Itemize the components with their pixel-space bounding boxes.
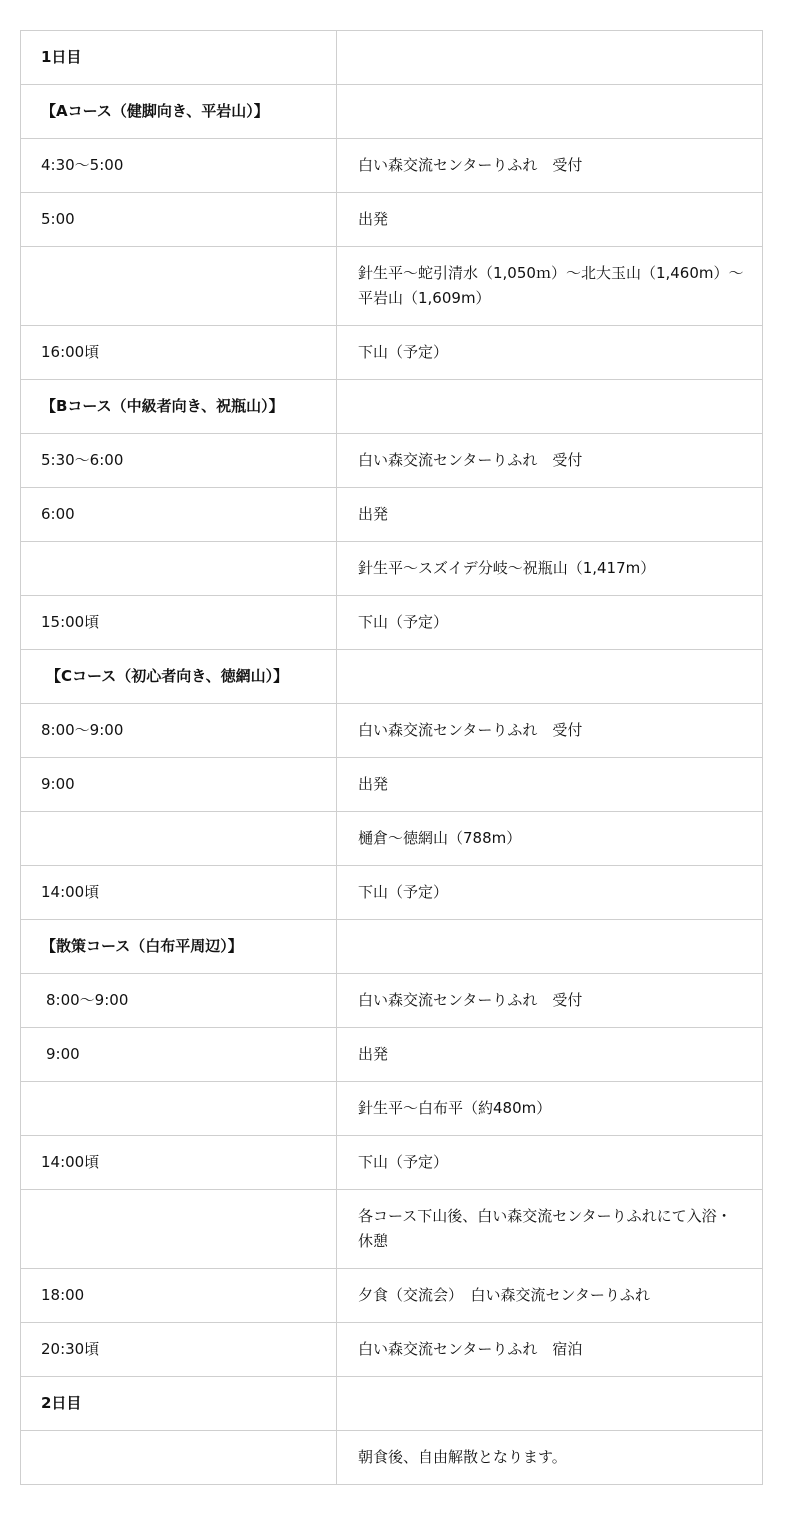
schedule-row: [21, 1431, 763, 1485]
description-cell: 下山（予定）: [337, 866, 763, 920]
description-cell: 白い森交流センターりふれ 受付: [337, 704, 763, 758]
schedule-body: [21, 31, 763, 1485]
schedule-row: [21, 31, 763, 85]
schedule-row: [21, 542, 763, 596]
description-cell: [337, 31, 763, 85]
description-cell: 下山（予定）: [337, 1136, 763, 1190]
time-cell: 14:00頃: [21, 866, 337, 920]
time-cell: 5:00: [21, 193, 337, 247]
description-cell: 各コース下山後、白い森交流センターりふれにて入浴・休憩: [337, 1190, 763, 1269]
schedule-row: [21, 596, 763, 650]
time-cell: 9:00: [21, 1028, 337, 1082]
time-cell: [21, 1431, 337, 1485]
time-cell: [21, 542, 337, 596]
time-cell: 8:00〜9:00: [21, 974, 337, 1028]
description-cell: 白い森交流センターりふれ 宿泊: [337, 1323, 763, 1377]
time-cell: [21, 247, 337, 326]
description-cell: [337, 920, 763, 974]
schedule-row: [21, 139, 763, 193]
section-heading: 【Cコース（初心者向き、徳網山）】: [21, 650, 337, 704]
description-cell: 針生平〜蛇引清水（1,050ｍ）〜北大玉山（1,460m）〜平岩山（1,609m）: [337, 247, 763, 326]
description-cell: 出発: [337, 193, 763, 247]
description-cell: 白い森交流センターりふれ 受付: [337, 434, 763, 488]
section-heading: 【Bコース（中級者向き、祝瓶山）】: [21, 380, 337, 434]
description-cell: 朝食後、自由解散となります。: [337, 1431, 763, 1485]
description-cell: 針生平〜白布平（約480m）: [337, 1082, 763, 1136]
schedule-row: [21, 434, 763, 488]
time-cell: 14:00頃: [21, 1136, 337, 1190]
section-heading: 【Aコース（健脚向き、平岩山）】: [21, 85, 337, 139]
time-cell: 8:00〜9:00: [21, 704, 337, 758]
description-cell: 下山（予定）: [337, 596, 763, 650]
schedule-row: [21, 920, 763, 974]
schedule-row: [21, 704, 763, 758]
schedule-row: [21, 974, 763, 1028]
schedule-row: [21, 380, 763, 434]
schedule-row: [21, 193, 763, 247]
schedule-row: [21, 650, 763, 704]
description-cell: 出発: [337, 758, 763, 812]
schedule-row: [21, 1190, 763, 1269]
description-cell: 下山（予定）: [337, 326, 763, 380]
schedule-row: [21, 1136, 763, 1190]
time-cell: 9:00: [21, 758, 337, 812]
section-heading: 【散策コース（白布平周辺）】: [21, 920, 337, 974]
time-cell: 4:30〜5:00: [21, 139, 337, 193]
description-cell: 出発: [337, 1028, 763, 1082]
schedule-row: [21, 1028, 763, 1082]
description-cell: [337, 85, 763, 139]
time-cell: [21, 812, 337, 866]
schedule-table: [20, 30, 763, 1485]
schedule-row: [21, 326, 763, 380]
schedule-row: [21, 85, 763, 139]
time-cell: 18:00: [21, 1269, 337, 1323]
schedule-row: [21, 1082, 763, 1136]
schedule-row: [21, 1323, 763, 1377]
schedule-row: [21, 758, 763, 812]
time-cell: 5:30〜6:00: [21, 434, 337, 488]
description-cell: 出発: [337, 488, 763, 542]
time-cell: 6:00: [21, 488, 337, 542]
description-cell: 針生平〜スズイデ分岐〜祝瓶山（1,417m）: [337, 542, 763, 596]
time-cell: [21, 1190, 337, 1269]
section-heading: 1日目: [21, 31, 337, 85]
description-cell: [337, 380, 763, 434]
description-cell: 樋倉〜徳網山（788m）: [337, 812, 763, 866]
time-cell: 16:00頃: [21, 326, 337, 380]
description-cell: [337, 650, 763, 704]
time-cell: 20:30頃: [21, 1323, 337, 1377]
description-cell: 白い森交流センターりふれ 受付: [337, 974, 763, 1028]
schedule-row: [21, 866, 763, 920]
schedule-row: [21, 1269, 763, 1323]
description-cell: 白い森交流センターりふれ 受付: [337, 139, 763, 193]
description-cell: [337, 1377, 763, 1431]
schedule-row: [21, 812, 763, 866]
schedule-row: [21, 247, 763, 326]
description-cell: 夕食（交流会） 白い森交流センターりふれ: [337, 1269, 763, 1323]
time-cell: [21, 1082, 337, 1136]
section-heading: 2日目: [21, 1377, 337, 1431]
time-cell: 15:00頃: [21, 596, 337, 650]
schedule-row: [21, 488, 763, 542]
schedule-row: [21, 1377, 763, 1431]
